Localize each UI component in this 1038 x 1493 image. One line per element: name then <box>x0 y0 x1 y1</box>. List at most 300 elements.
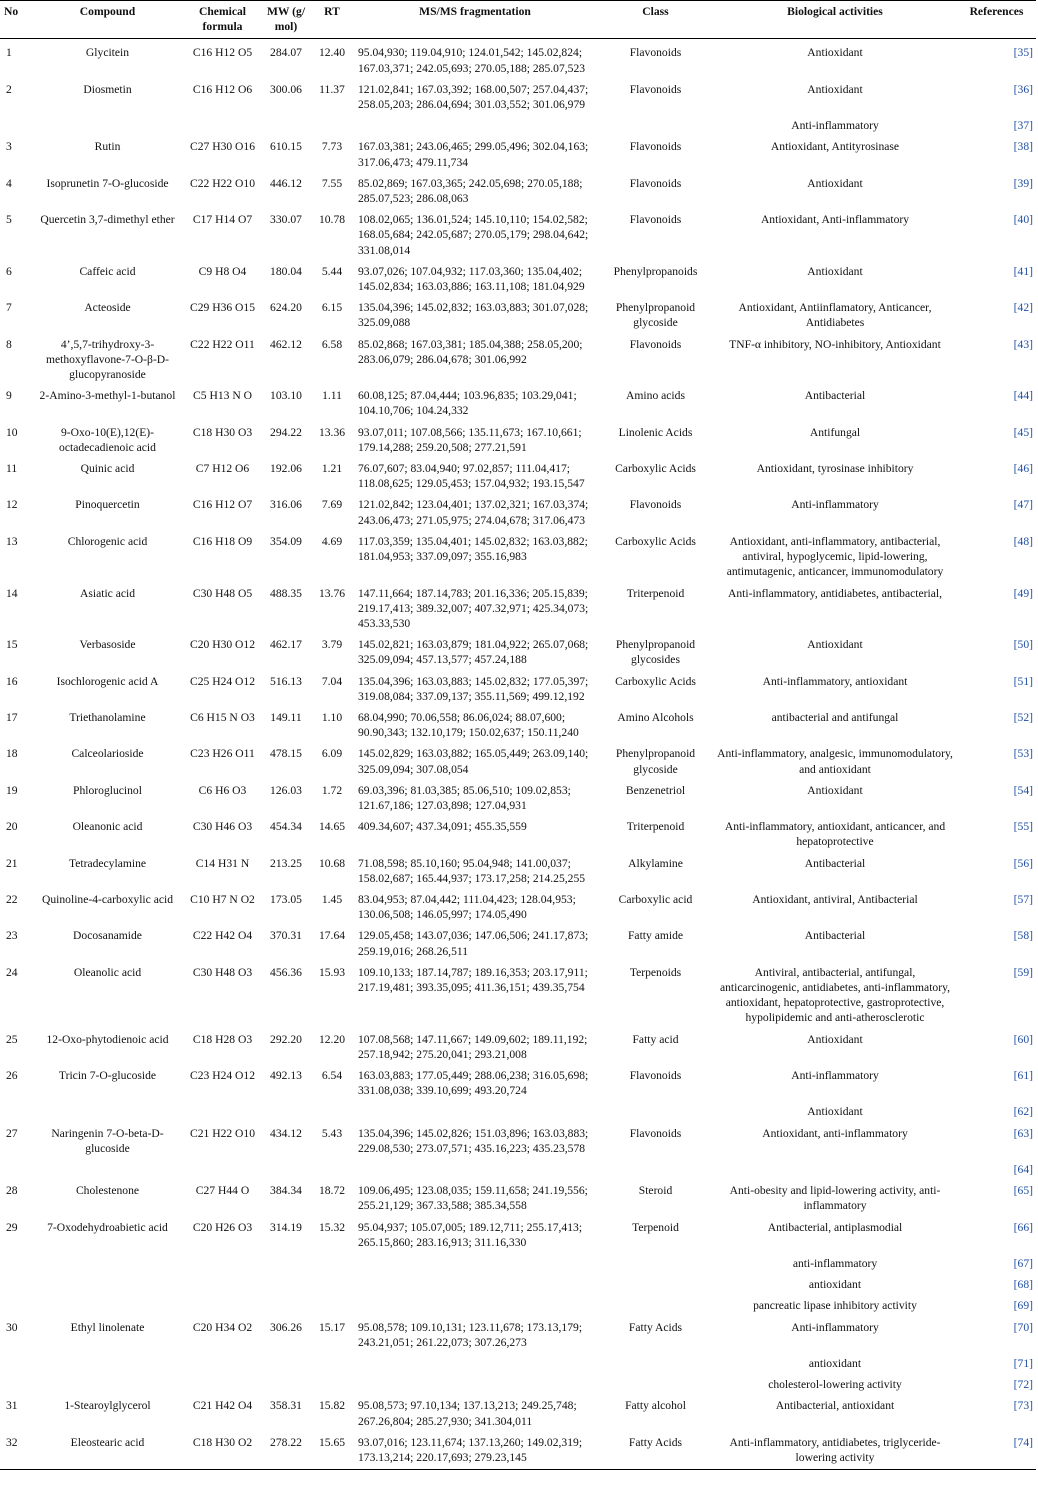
cell-class: Amino acids <box>626 389 685 403</box>
cell-formula: C16 H12 O5 <box>192 46 253 60</box>
cell-ms: 93.07,016; 123.11,674; 137.13,260; 149.02,319; 173.13,214; 220.17,693; 279.23,145 <box>352 1429 598 1470</box>
cell-compound: Quercetin 3,7-dimethyl ether <box>40 213 175 227</box>
cell-bio: anti-inflammatory <box>792 1257 878 1271</box>
table-row <box>0 1062 1036 1098</box>
cell-class: Flavonoids <box>629 82 682 96</box>
table-row <box>0 331 1036 383</box>
cell-compound <box>30 1098 185 1119</box>
cell-mw <box>260 112 312 133</box>
cell-ref[interactable]: [60] <box>1013 1032 1033 1046</box>
table-row <box>0 580 1036 632</box>
cell-mw <box>260 1271 312 1292</box>
cell-ref[interactable]: [57] <box>1013 892 1033 906</box>
cell-bio: Anti-inflammatory <box>791 1068 879 1082</box>
cell-bio: Antioxidant <box>807 82 863 96</box>
cell-ref[interactable]: [44] <box>1013 389 1033 403</box>
cell-no: 8 <box>6 337 12 351</box>
cell-class: Flavonoids <box>629 46 682 60</box>
cell-ref[interactable]: [74] <box>957 1429 1036 1470</box>
cell-formula: C22 H22 O11 <box>190 337 255 351</box>
table-row <box>0 668 1036 704</box>
cell-ref[interactable]: [58] <box>1013 929 1033 943</box>
cell-ref[interactable]: [47] <box>1013 498 1033 512</box>
cell-no: 5 <box>6 213 12 227</box>
cell-ref[interactable]: [70] <box>1013 1320 1033 1334</box>
cell-bio: Antibacterial, antioxidant <box>775 1399 895 1413</box>
table-row <box>0 1371 1036 1392</box>
cell-formula <box>185 1098 260 1119</box>
cell-mw: 213.25 <box>270 856 302 870</box>
cell-rt <box>312 1371 352 1392</box>
cell-ms <box>352 1350 598 1371</box>
cell-compound: Acteoside <box>84 301 131 315</box>
cell-rt <box>312 1156 352 1177</box>
table-row <box>0 631 1036 667</box>
table-row <box>0 1098 1036 1119</box>
cell-no: 18 <box>6 747 18 761</box>
cell-ref[interactable]: [43] <box>1013 337 1033 351</box>
cell-ref[interactable]: [71] <box>1013 1357 1033 1371</box>
cell-bio: Anti-inflammatory <box>791 498 879 512</box>
cell-compound: Tricin 7-O-glucoside <box>58 1068 157 1082</box>
cell-compound: Ethyl linolenate <box>70 1320 145 1334</box>
cell-compound: Glycitein <box>85 46 130 60</box>
cell-mw: 624.20 <box>270 301 302 315</box>
table-row <box>0 813 1036 849</box>
cell-ms: 409.34,607; 437.34,091; 455.35,559 <box>358 820 527 834</box>
table-row <box>0 258 1036 294</box>
cell-mw: 610.15 <box>270 140 302 154</box>
cell-no: 14 <box>6 586 18 600</box>
cell-ms <box>352 1098 598 1119</box>
cell-ms: 121.02,841; 167.03,392; 168.00,507; 257.04,437; 258.05,203; 286.04,694; 301.03,552; 301.06,979 <box>358 82 589 112</box>
cell-class: Carboxylic Acids <box>615 534 696 548</box>
cell-mw: 126.03 <box>270 783 302 797</box>
cell-ref[interactable]: [37] <box>1013 119 1033 133</box>
cell-bio: Antibacterial, antiplasmodial <box>767 1220 903 1234</box>
table-row <box>0 1271 1036 1292</box>
cell-ref[interactable]: [56] <box>1013 856 1033 870</box>
cell-ref[interactable]: [59] <box>1013 965 1033 979</box>
cell-bio: Antioxidant, anti-inflammatory <box>762 1126 908 1140</box>
cell-rt: 15.93 <box>318 965 346 979</box>
cell-ref[interactable]: [42] <box>1013 301 1033 315</box>
cell-ref[interactable]: [68] <box>1013 1278 1033 1292</box>
cell-mw: 492.13 <box>270 1068 302 1082</box>
cell-compound: Tetradecylamine <box>68 856 147 870</box>
cell-ref[interactable]: [51] <box>1013 674 1033 688</box>
cell-no: 12 <box>6 498 18 512</box>
cell-bio: Antioxidant, tyrosinase inhibitory <box>756 462 914 476</box>
table-row <box>0 1292 1036 1313</box>
cell-ms: 129.05,458; 143.07,036; 147.06,506; 241.17,873; 259.19,016; 268.26,511 <box>358 929 589 958</box>
table-row <box>0 1250 1036 1271</box>
cell-mw: 370.31 <box>270 929 302 943</box>
cell-ms: 109.06,495; 123.08,035; 159.11,658; 241.19,556; 255.21,129; 367.33,588; 385.34,558 <box>358 1184 588 1213</box>
cell-formula: C30 H46 O3 <box>192 820 253 834</box>
cell-formula: C5 H13 N O <box>193 389 252 403</box>
cell-class <box>598 1250 713 1271</box>
cell-no: 20 <box>6 820 18 834</box>
cell-class: Carboxylic Acids <box>615 674 696 688</box>
cell-formula: C17 H14 O7 <box>192 213 253 227</box>
cell-no: 23 <box>6 929 18 943</box>
cell-formula <box>185 1371 260 1392</box>
cell-compound: Pinoquercetin <box>75 498 140 512</box>
cell-class: Carboxylic acid <box>618 892 693 906</box>
cell-ref[interactable]: [67] <box>1013 1257 1033 1271</box>
cell-class: Triterpenoid <box>626 586 685 600</box>
cell-class: Fatty alcohol <box>625 1399 686 1413</box>
table-row <box>0 1429 1036 1470</box>
cell-bio: Anti-inflammatory, antidiabetes, antibacterial, <box>728 586 942 600</box>
cell-mw: 488.35 <box>270 586 302 600</box>
cell-no: 2 <box>6 82 12 96</box>
cell-compound <box>30 1350 185 1371</box>
cell-ref[interactable]: [65] <box>1013 1184 1033 1198</box>
cell-bio: Anti-inflammatory, antioxidant <box>762 674 908 688</box>
cell-class: Steroid <box>638 1184 673 1198</box>
cell-rt: 5.44 <box>321 264 343 278</box>
cell-bio: Antifungal <box>809 425 861 439</box>
cell-ms: 95.08,578; 109.10,131; 123.11,678; 173.13,179; 243.21,051; 261.22,073; 307.26,273 <box>358 1320 583 1349</box>
cell-compound: Diosmetin <box>83 82 132 96</box>
cell-class <box>598 1271 713 1292</box>
cell-formula: C21 H42 O4 <box>192 1399 253 1413</box>
table-row <box>0 133 1036 169</box>
cell-formula: C16 H12 O6 <box>192 82 253 96</box>
cell-bio: pancreatic lipase inhibitory activity <box>753 1299 917 1313</box>
table-row <box>0 959 1036 1026</box>
table-row <box>0 704 1036 740</box>
table-row <box>0 39 1036 76</box>
cell-rt: 10.68 <box>318 856 346 870</box>
cell-ms: 93.07,026; 107.04,932; 117.03,360; 135.04,402; 145.02,834; 163.03,886; 163.11,108; 181.04,929 <box>358 264 585 294</box>
cell-rt: 15.82 <box>318 1399 346 1413</box>
cell-class <box>598 1156 713 1177</box>
cell-rt: 7.69 <box>321 498 343 512</box>
cell-compound: Phloroglucinol <box>73 783 142 797</box>
cell-compound: Caffeic acid <box>79 264 136 278</box>
cell-bio: Antioxidant, Anti-inflammatory <box>760 213 910 227</box>
cell-formula: C20 H26 O3 <box>192 1220 253 1234</box>
cell-compound: Quinoline-4-carboxylic acid <box>41 892 174 906</box>
cell-mw: 173.05 <box>270 892 302 906</box>
cell-ref[interactable]: [55] <box>1013 820 1033 834</box>
cell-formula: C20 H30 O12 <box>189 638 256 652</box>
cell-ms <box>352 1156 598 1177</box>
cell-class: Fatty Acids <box>598 1429 713 1470</box>
cell-bio: Antioxidant <box>807 1105 863 1119</box>
cell-ref[interactable]: [69] <box>1013 1299 1033 1313</box>
cell-rt <box>312 1250 352 1271</box>
table-row <box>0 1026 1036 1062</box>
cell-no <box>0 1371 30 1392</box>
cell-ref[interactable]: [50] <box>1013 638 1033 652</box>
header-bio: Biological activities <box>713 1 957 39</box>
table-row <box>0 76 1036 112</box>
cell-formula: C7 H12 O6 <box>195 462 250 476</box>
table-row <box>0 455 1036 491</box>
cell-ms: 69.03,396; 81.03,385; 85.06,510; 109.02,853; 121.67,186; 127.03,898; 127.04,931 <box>358 783 571 812</box>
cell-ref[interactable]: [63] <box>1013 1126 1033 1140</box>
cell-rt: 1.11 <box>322 389 342 403</box>
cell-rt: 14.65 <box>318 820 346 834</box>
cell-ms: 117.03,359; 135.04,401; 145.02,832; 163.03,882; 181.04,953; 337.09,097; 355.16,983 <box>358 534 588 564</box>
cell-rt: 3.79 <box>321 638 343 652</box>
cell-formula: C25 H24 O12 <box>189 674 256 688</box>
cell-compound: Quinic acid <box>80 462 135 476</box>
cell-rt <box>312 1350 352 1371</box>
cell-formula: C18 H30 O2 <box>185 1429 260 1470</box>
cell-ms <box>352 1371 598 1392</box>
cell-no: 24 <box>6 965 18 979</box>
cell-ref[interactable]: [40] <box>1013 213 1033 227</box>
cell-ref[interactable]: [46] <box>1013 462 1033 476</box>
cell-mw: 314.19 <box>270 1220 302 1234</box>
table-row <box>0 528 1036 580</box>
cell-no: 17 <box>6 710 18 724</box>
cell-ref[interactable]: [48] <box>1013 534 1033 548</box>
cell-bio: Antibacterial <box>804 856 866 870</box>
cell-no: 16 <box>6 674 18 688</box>
cell-bio: antioxidant <box>808 1357 862 1371</box>
cell-ms <box>352 1292 598 1313</box>
cell-mw: 284.07 <box>270 46 302 60</box>
cell-ref[interactable]: [64] <box>1013 1163 1033 1176</box>
cell-class: Flavonoids <box>629 140 682 154</box>
cell-mw: 358.31 <box>270 1399 302 1413</box>
table-row <box>0 1177 1036 1213</box>
cell-mw: 300.06 <box>270 82 302 96</box>
cell-class: Terpenoids <box>629 965 682 979</box>
cell-ref[interactable]: [36] <box>1013 82 1033 96</box>
cell-compound: 4’,5,7-trihydroxy-3-methoxyflavone-7-O-β-D-glucopyranoside <box>45 337 170 382</box>
cell-bio: Antiviral, antibacterial, antifungal, anticarcinogenic, antidiabetes, anti-inflammatory, antioxidant, hepatoprotective, gastroprotective, hypolipidemic and anti-atherosclerotic <box>719 965 951 1025</box>
cell-bio: Antioxidant <box>807 638 863 652</box>
cell-no: 7 <box>6 301 12 315</box>
cell-compound <box>30 1250 185 1271</box>
cell-ref[interactable]: [53] <box>1013 747 1033 761</box>
cell-compound: Triethanolamine <box>69 710 146 724</box>
cell-rt: 12.20 <box>318 1032 346 1046</box>
cell-ms: 85.02,868; 167.03,381; 185.04,388; 258.05,200; 283.06,079; 286.04,678; 301.06,992 <box>358 337 583 366</box>
header-no: No <box>0 1 30 39</box>
table-row <box>0 170 1036 206</box>
table-row <box>0 777 1036 813</box>
cell-class: Carboxylic Acids <box>615 462 696 476</box>
header-ms: MS/MS fragmentation <box>352 1 598 39</box>
cell-bio: Antioxidant, Antiinflamatory, Anticancer, Antidiabetes <box>738 301 932 330</box>
cell-rt: 15.32 <box>318 1220 346 1234</box>
table-row <box>0 382 1036 418</box>
cell-no <box>0 1156 30 1177</box>
cell-formula: C22 H22 O10 <box>189 176 256 190</box>
cell-formula: C27 H44 O <box>195 1184 250 1198</box>
cell-compound: Naringenin 7-O-beta-D-glucoside <box>51 1126 164 1155</box>
cell-mw: 462.17 <box>270 638 302 652</box>
cell-rt: 6.15 <box>321 301 343 315</box>
cell-class: Fatty acid <box>632 1032 679 1046</box>
cell-ref[interactable]: [62] <box>1013 1105 1033 1119</box>
cell-bio: Antibacterial <box>804 389 866 403</box>
cell-class: Phenylpropanoids <box>613 264 698 278</box>
cell-rt: 4.69 <box>321 534 343 548</box>
header-mw: MW (g/ mol) <box>260 1 312 39</box>
cell-no: 3 <box>6 140 12 154</box>
cell-formula: C30 H48 O3 <box>192 965 253 979</box>
cell-mw: 456.36 <box>270 965 302 979</box>
cell-mw: 192.06 <box>270 462 302 476</box>
cell-ref[interactable]: [41] <box>1013 264 1033 278</box>
cell-mw: 384.34 <box>270 1184 302 1198</box>
cell-ms: 93.07,011; 107.08,566; 135.11,673; 167.10,661; 179.14,288; 259.20,508; 277.21,591 <box>358 425 582 454</box>
cell-formula: C22 H42 O4 <box>192 929 253 943</box>
cell-class <box>598 112 713 133</box>
cell-rt: 6.09 <box>321 747 343 761</box>
table-row <box>0 294 1036 330</box>
header-class: Class <box>598 1 713 39</box>
cell-bio: antioxidant <box>808 1278 862 1292</box>
cell-mw: 354.09 <box>270 534 302 548</box>
cell-rt: 1.45 <box>321 892 343 906</box>
table-row <box>0 886 1036 922</box>
cell-no: 1 <box>6 46 12 60</box>
cell-bio: Anti-inflammatory <box>791 119 879 133</box>
cell-no: 27 <box>6 1126 18 1140</box>
cell-class: Alkylamine <box>628 856 683 870</box>
cell-rt: 13.76 <box>318 586 346 600</box>
cell-mw <box>260 1371 312 1392</box>
cell-compound: Chlorogenic acid <box>67 534 148 548</box>
cell-no: 10 <box>6 425 18 439</box>
cell-no: 9 <box>6 389 12 403</box>
cell-no <box>0 112 30 133</box>
cell-ms <box>352 1250 598 1271</box>
cell-compound: 9-Oxo-10(E),12(E)-octadecadienoic acid <box>59 425 156 454</box>
cell-ref[interactable]: [54] <box>1013 783 1033 797</box>
cell-formula <box>185 1350 260 1371</box>
cell-formula: C23 H26 O11 <box>190 747 255 761</box>
cell-bio: Antioxidant <box>807 264 863 278</box>
cell-class: Benzenetriol <box>625 783 686 797</box>
cell-ms: 145.02,821; 163.03,879; 181.04,922; 265.07,068; 325.09,094; 457.13,577; 457.24,188 <box>358 638 589 667</box>
cell-formula: C30 H48 O5 <box>192 586 253 600</box>
cell-bio: Antioxidant <box>807 46 863 60</box>
cell-ref[interactable]: [61] <box>1013 1068 1033 1082</box>
header-rt: RT <box>312 1 352 39</box>
cell-class: Flavonoids <box>629 213 682 227</box>
cell-ref[interactable]: [52] <box>1013 710 1033 724</box>
cell-rt: 17.64 <box>318 929 346 943</box>
header-compound: Compound <box>30 1 185 39</box>
cell-compound: 7-Oxodehydroabietic acid <box>47 1220 168 1234</box>
cell-mw: 306.26 <box>270 1320 302 1334</box>
cell-mw: 478.15 <box>270 747 302 761</box>
cell-compound: Rutin <box>94 140 121 154</box>
cell-no: 30 <box>6 1320 18 1334</box>
cell-ms: 109.10,133; 187.14,787; 189.16,353; 203.17,911; 217.19,481; 393.35,095; 411.36,151; 439.35,754 <box>358 965 588 994</box>
cell-no: 28 <box>6 1184 18 1198</box>
cell-mw: 446.12 <box>270 176 302 190</box>
table-body <box>0 39 1036 1470</box>
cell-mw <box>260 1350 312 1371</box>
cell-formula: C29 H36 O15 <box>189 301 256 315</box>
cell-mw: 516.13 <box>270 674 302 688</box>
cell-rt: 7.55 <box>321 176 343 190</box>
cell-rt <box>312 1292 352 1313</box>
cell-formula <box>185 112 260 133</box>
cell-mw: 330.07 <box>270 213 302 227</box>
cell-ms: 135.04,396; 145.02,832; 163.03,883; 301.07,028; 325.09,088 <box>358 301 589 330</box>
cell-no: 32 <box>0 1429 30 1470</box>
cell-no: 19 <box>6 783 18 797</box>
cell-class: Phenylpropanoid glycoside <box>615 301 696 330</box>
cell-ref[interactable]: [49] <box>1013 586 1033 600</box>
cell-bio: Antioxidant, antiviral, Antibacterial <box>752 892 918 906</box>
cell-mw: 454.34 <box>270 820 302 834</box>
cell-class: Phenylpropanoid glycoside <box>615 747 696 776</box>
cell-compound <box>30 1156 185 1177</box>
cell-ref[interactable]: [45] <box>1013 425 1033 439</box>
cell-ms: 83.04,953; 87.04,442; 111.04,423; 128.04,953; 130.06,508; 146.05,997; 174.05,490 <box>358 892 576 922</box>
cell-mw <box>260 1098 312 1119</box>
cell-rt: 7.73 <box>321 140 343 154</box>
cell-ref[interactable]: [66] <box>1013 1220 1033 1234</box>
cell-ref[interactable]: [39] <box>1013 176 1033 190</box>
cell-formula <box>185 1271 260 1292</box>
cell-rt: 11.37 <box>319 82 345 96</box>
cell-ref[interactable]: [35] <box>1013 46 1033 60</box>
cell-rt: 5.43 <box>321 1126 343 1140</box>
cell-no: 13 <box>6 534 18 548</box>
header-formula: Chemical formula <box>185 1 260 39</box>
cell-class: Triterpenoid <box>626 820 685 834</box>
cell-formula <box>185 1250 260 1271</box>
table-row <box>0 491 1036 527</box>
cell-compound: Eleostearic acid <box>30 1429 185 1470</box>
cell-rt: 18.72 <box>318 1184 346 1198</box>
cell-mw: 103.10 <box>270 389 302 403</box>
cell-formula: C21 H22 O10 <box>189 1126 256 1140</box>
cell-class: Flavonoids <box>629 1068 682 1082</box>
cell-ref[interactable]: [72] <box>1013 1378 1033 1392</box>
cell-class: Flavonoids <box>629 337 682 351</box>
cell-mw: 462.12 <box>270 337 302 351</box>
cell-ref[interactable]: [38] <box>1013 140 1033 154</box>
cell-bio: TNF-α inhibitory, NO-inhibitory, Antioxidant <box>729 337 941 351</box>
table-row <box>0 850 1036 886</box>
cell-class: Terpenoid <box>632 1220 679 1234</box>
cell-compound: 12-Oxo-phytodienoic acid <box>46 1032 169 1046</box>
cell-bio: Antioxidant <box>807 783 863 797</box>
cell-mw: 149.11 <box>270 710 302 724</box>
cell-ms: 163.03,883; 177.05,449; 288.06,238; 316.05,698; 331.08,038; 339.10,699; 493.20,724 <box>358 1068 589 1098</box>
cell-rt: 6.58 <box>321 337 343 351</box>
cell-compound: Oleanonic acid <box>72 820 143 834</box>
cell-ms: 147.11,664; 187.14,783; 201.16,336; 205.15,839; 219.17,413; 389.32,007; 407.32,971; 425.34,073; 453.33,530 <box>358 586 589 630</box>
cell-formula <box>185 1292 260 1313</box>
table-row <box>0 112 1036 133</box>
cell-compound: Verbasoside <box>79 638 136 652</box>
cell-formula <box>185 1156 260 1177</box>
cell-mw <box>260 1250 312 1271</box>
cell-ref[interactable]: [73] <box>1013 1399 1033 1413</box>
cell-no <box>0 1098 30 1119</box>
cell-rt: 15.17 <box>318 1320 346 1334</box>
cell-compound: Isoprunetin 7-O-glucoside <box>46 176 169 190</box>
cell-ms: 145.02,829; 163.03,882; 165.05,449; 263.09,140; 325.09,094; 307.08,054 <box>358 747 589 776</box>
